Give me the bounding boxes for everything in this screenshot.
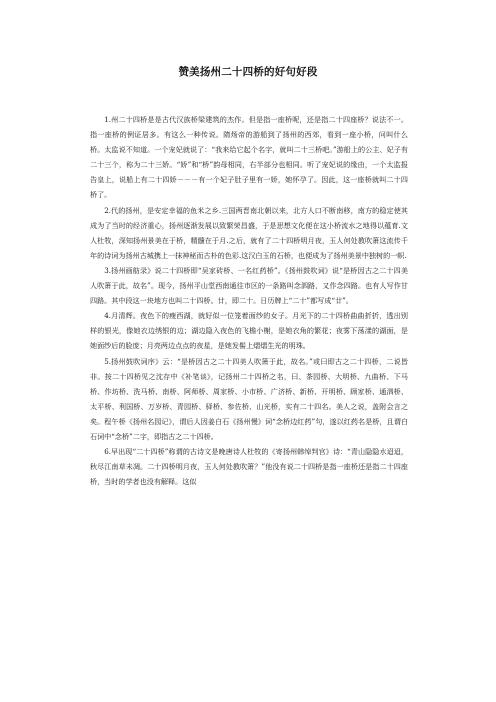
- document-title: 赞美扬州二十四桥的好句好段: [178, 66, 318, 78]
- paragraph-3: 3.扬州画舫录》说二十四桥即“吴家砖桥、一名红药桥”。《扬州鼓吹词》说“是桥因古之二十四美人吹箫于此，故名”。现今，扬州平山堂西南通往市区的一条路叫念泗路，又作念四路。也有人写作甘四路。其中段这一块地方也叫二十四桥。廿，即二十。日历牌上“二十”都写成“廿”。: [90, 265, 408, 306]
- paragraph-5: 5.扬州鼓吹词序》云：“是桥因古之二十四美人吹箫于此，故名。”或曰即古之二十四桥，二说皆非。按二十四桥见之沈存中《补笔谈》，记扬州二十四桥之名，曰、茶园桥、大明桥、九曲桥、下马桥、作坊桥、洗马桥、南桥、阿师桥、周家桥、小市桥、广济桥、新桥、开明桥、顾家桥、通泗桥、太平桥、利国桥、万岁桥、青园桥、驿桥、参佐桥、山光桥，实有二十四名。美人之说，盖附会言之矣。程午桥《扬州名园记》，谓后人因姜白石《扬州慢》词“念桥边红药”句，遂以红药名是桥，且谓白石词中“念桥”二字，即指古之二十四桥。: [90, 356, 408, 441]
- paragraph-2: 2.代的扬州，是安定幸福的鱼米之乡.三国两晋南北朝以来，北方人口不断南移，南方的稳定使其成为了当时的经济重心，扬州逐渐发展以致繁荣昌盛，于是思想文化便在这小桥流水之地得以蕴育.文人杜牧，深知扬州景美在于桥，精髓在于月.之后，就有了二十四桥明月夜，玉人何处教吹箫这流传千年的诗词为扬州古城携上一抹神秘而古朴的色彩.这汉白玉的石桥，也便成为了扬州美景中独树的一帜.: [90, 205, 408, 260]
- document-body: [90, 112, 408, 489]
- paragraph-4: 4.月清辉。夜色下的瘦西湖，就好似一位笼着面纱的女子。月光下的二十四桥曲曲折折，透出别样的银光，像她衣边绣银的边；湖边隐入夜色的飞檐小榭，是她衣角的繁花；夜雾下荡漾的湖面，是她面纱后的脸庞；月亮两边点点的夜星，是她发髻上熠熠生光的明珠。: [90, 311, 408, 351]
- paragraph-1: 1.州二十四桥是是古代汉族桥梁建筑的杰作。但是指一座桥呢，还是指二十四座桥？说法不一。指一座桥的例证居多。有这么一种传说。隋炀帝的游船到了扬州的西郊，看到一座小桥，问叫什么桥。太监说不知道。一个宠妃就说了：“我来给它起个名字，就叫二十三桥吧。”游船上的公主、妃子有二十三个，称为二十三娇。“娇”和“桥”韵母相同，右半部分也相同。听了宠妃说的缘由，一个太监报告皇上，说船上有二十四娇－－－有一个妃子肚子里有一娇，她怀孕了。因此，这一座桥就叫二十四桥了。: [90, 115, 408, 200]
- paragraph-6: 6.早出现“二十四桥”称谓的古诗文是晚唐诗人杜牧的《寄扬州韩绰判官》诗：“青山隐隐水迢迢，秋尽江南草未凋。二十四桥明月夜，玉人何处教吹箫？”他没有说二十四桥是指一座桥还是指二十四座桥，当时的学者也没有解释。这似: [90, 447, 408, 487]
